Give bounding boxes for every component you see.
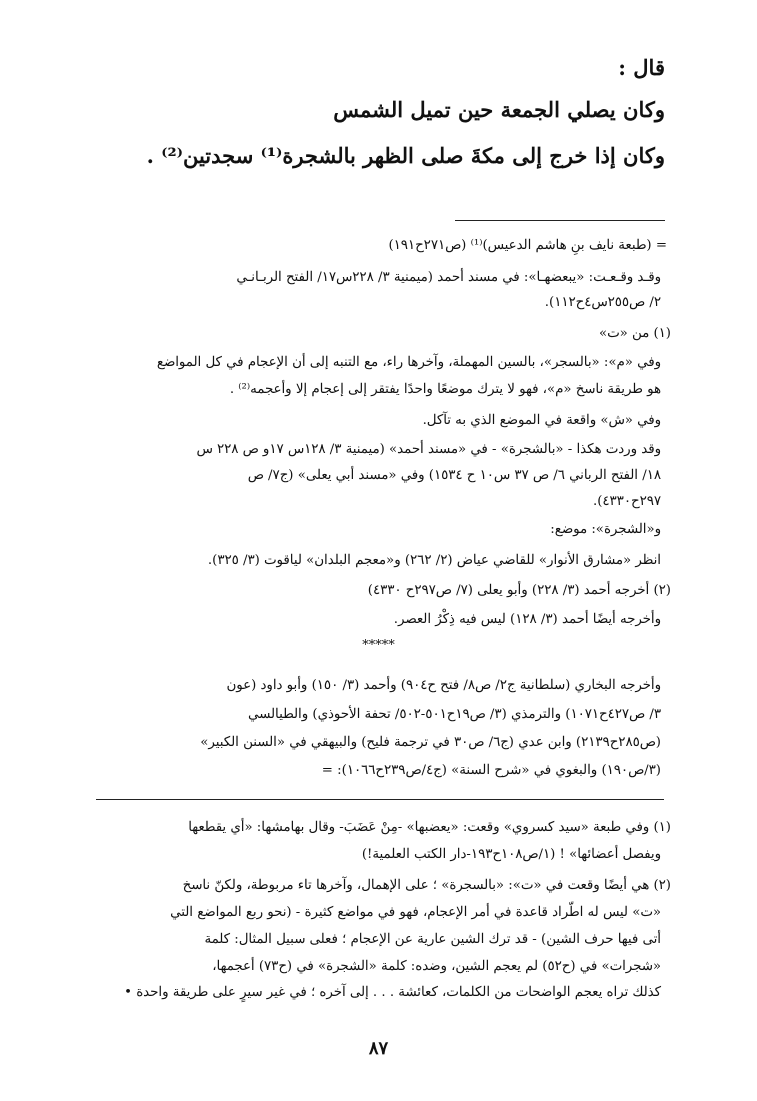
footnotes-separator [96, 799, 664, 800]
commentary-line: = (طبعة نايف بنِ هاشم الدعيس)⁽¹⁾ (ص٢٧١ح١٩١) [388, 238, 667, 253]
commentary-line: انظر «مشارق الأنوار» للقاضي عياض (٢/ ٢٦٢) و«معجم البلدان» لياقوت (٣/ ٣٢٥). [207, 553, 661, 568]
commentary-line: ٣/ ص٤٢٧ح١٠٧١) والترمذي (٣/ ص١٩ح٥٠١-٥٠٢/ تحفة الأحوذي) والطيالسي [248, 707, 661, 722]
commentary-line: وقـد وقـعـت: «يبعضهـا»: في مسند أحمد (ميمنية ٣/ ٢٢٨س١٧/ الفتح الربـانـي [236, 270, 661, 285]
commentary-line: (ص٢٨٥ح٢١٣٩) وابن عدي (ج٦/ ص٣٠ في ترجمة فليح) والبيهقي في «السنن الكبير» [200, 735, 661, 750]
commentary-line: و«الشجرة»: موضع: [550, 522, 661, 537]
commentary-separator [455, 220, 665, 221]
footnote-line: (١) وفي طبعة «سيد كسروي» وقعت: «يعضبها» -مِنْ عَضَبَ- وقال بهامشها: «أي يقطعها [188, 820, 671, 835]
commentary-line: ٢/ ص٢٥٥س٤ح١١٢). [544, 295, 661, 310]
footnote-line: كذلك تراه يعجم الواضحات من الكلمات، كعائشة . . . إلى آخره ؛ في غير سيرٍ على طريقة واحدة • [124, 985, 661, 1000]
footnote-line: أتى فيها حرف الشين) - قد ترك الشين عارية عن الإعجام ؛ فعلى سبيل المثال: كلمة [204, 932, 661, 947]
main-text-line-3: وكان إذا خرج إلى مكةَ صلى الظهر بالشجرة⁽¹⁾ سجدتين⁽²⁾ . [146, 143, 665, 168]
footnote-line: «ت» ليس له اطّراد قاعدة في أمر الإعجام، فهو في مواضع كثيرة - (نحو ربع المواضع التي [170, 905, 661, 920]
commentary-line: وفي «م»: «بالسجر»، بالسين المهملة، وآخرها راء، مع التنبه إلى أن الإعجام في كل المواضع [156, 355, 661, 370]
commentary-line: ١٨/ الفتح الرباني ٦/ ص ٣٧ س١٠ ح ١٥٣٤) وفي «مسند أبي يعلى» (ج٧/ ص [247, 468, 661, 483]
main-text-line-1: قال : [618, 55, 665, 80]
commentary-line: وقد وردت هكذا - «بالشجرة» - في «مسند أحمد» (ميمنية ٣/ ١٢٨س ١٧و ص ٢٢٨ س [196, 442, 661, 457]
footnote-line: (٢) هي أيضًا وقعت في «ت»: «بالسجرة» ؛ على الإهمال، وآخرها تاء مربوطة، ولكنّ ناسخ [182, 878, 671, 893]
commentary-line: وأخرجه أيضًا أحمد (٣/ ١٢٨) ليس فيه ذِكْرُ العصر. [393, 612, 661, 627]
commentary-line: (٣/ص١٩٠) والبغوي في «شرح السنة» (ج٤/ص٢٣٩ح١٠٦٦): = [321, 763, 661, 778]
footnote-line: ويفصل أعضائها» ! (١/ص١٠٨ح١٩٣-دار الكتب العلمية!) [361, 847, 661, 862]
commentary-line: (١) من «ت» [598, 326, 671, 341]
commentary-line: وفي «ش» واقعة في الموضع الذي به تآكل. [422, 413, 661, 428]
footnote-line: «شجرات» في (ح٥٢) لم يعجم الشين، وضده: كلمة «الشجرة» في (ح٧٣) أعجمها، [212, 959, 661, 974]
asterisk-divider: ***** [362, 638, 395, 653]
commentary-line: هو طريقة ناسخ «م»، فهو لا يترك موضعًا واحدًا يفتقر إلى إعجام إلا وأعجمه⁽²⁾ . [229, 382, 661, 397]
commentary-line: وأخرجه البخاري (سلطانية ج٢/ ص٨/ فتح ح٩٠٤) وأحمد (٣/ ١٥٠) وأبو داود (عون [226, 678, 661, 693]
main-text-line-2: وكان يصلي الجمعة حين تميل الشمس [333, 97, 665, 122]
commentary-line: (٢) أخرجه أحمد (٣/ ٢٢٨) وأبو يعلى (٧/ ص٢٩٧ح ٤٣٣٠) [367, 583, 671, 598]
commentary-line: ٢٩٧ح٤٣٣٠). [592, 494, 661, 509]
page-number: ٨٧ [368, 1038, 389, 1059]
